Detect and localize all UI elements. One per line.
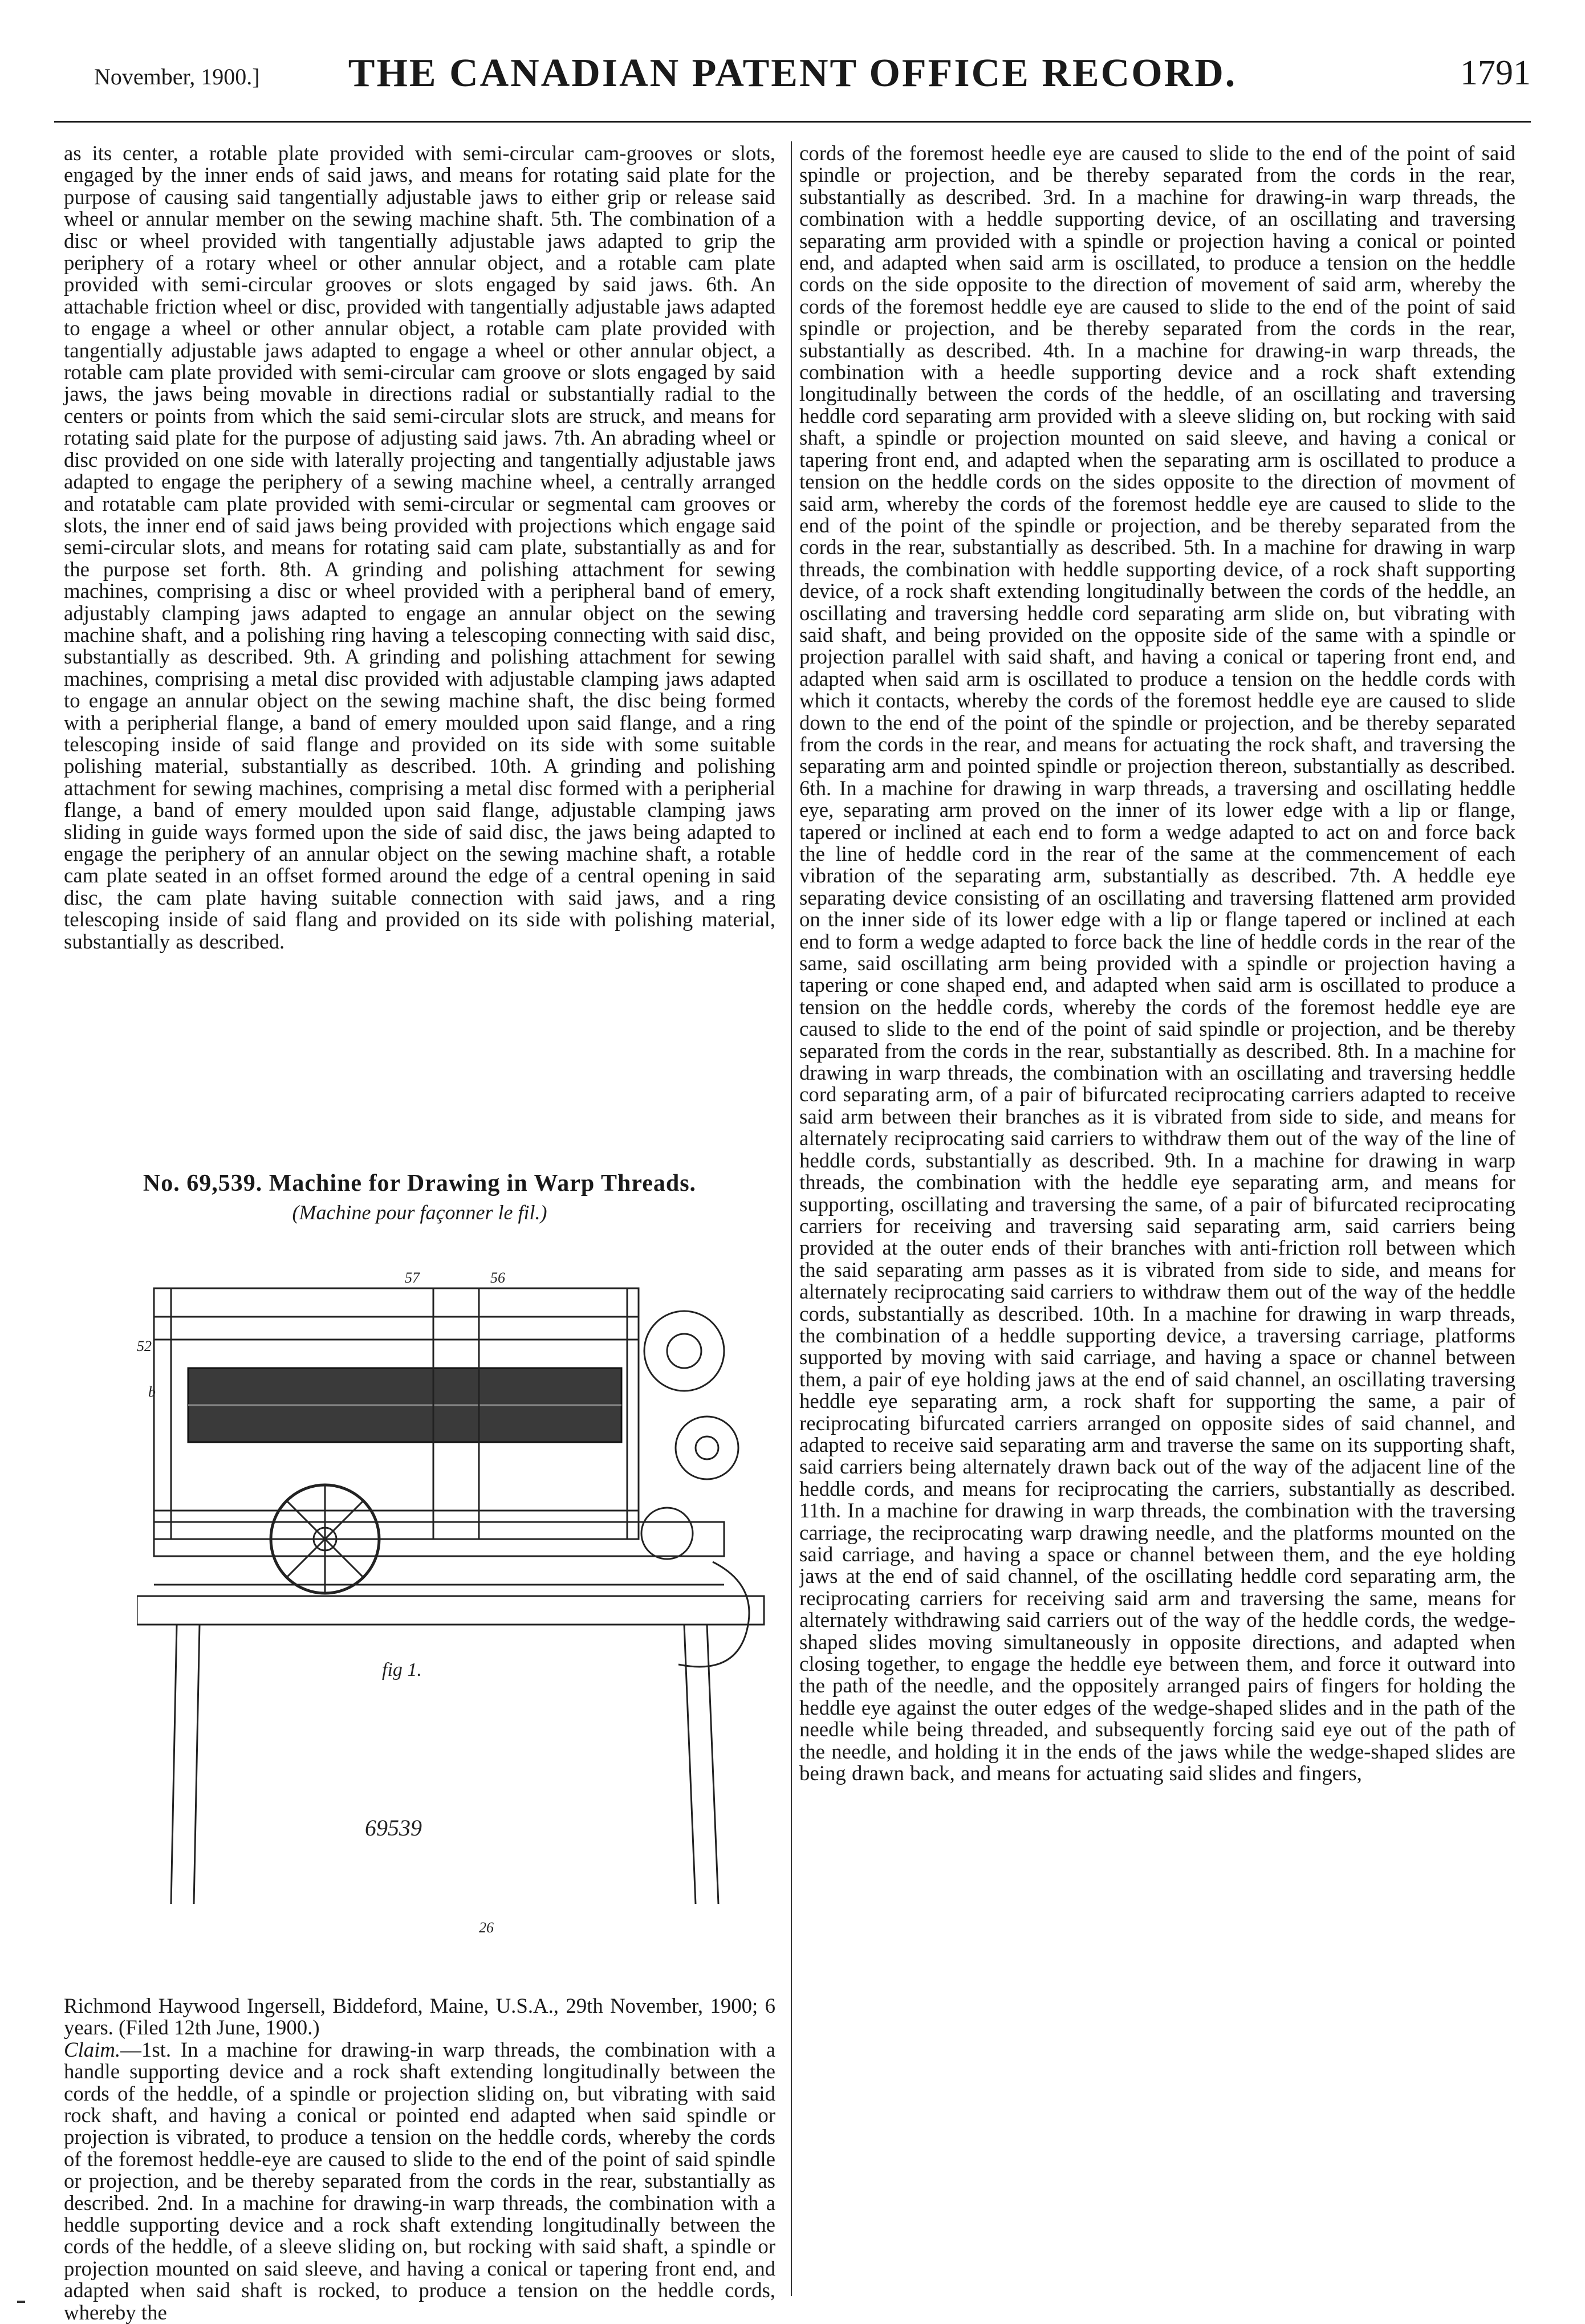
left-column-paragraph: as its center, a rotable plate provided with semi-circular cam-grooves or slots, engaged by the inner ends of said jaws, and means for rotating said plate for the purpose of causing said tangentially adjustable jaws to either grip or release said wheel or annular member on the sewing machine shaft. 5th. The combination of a disc or wheel provided with tangentially adjustable jaws adapted to grip the periphery of a rotary wheel or other annular object, and a rotable cam plate provided with semi-circular grooves or slots engaged by said jaws. 6th. An attachable friction wheel or disc, provided with tangentially adjustable jaws adapted to engage a wheel or other annular object, a rotable cam plate provided with tangentially adjustable jaws adapted to engage a wheel or other annular object, a rotable cam plate provided with semi-circular cam groove or slots engaged by said jaws, the jaws being movable in directions radial or substantially radial to the centers or points from which the said semi-circular slots are struck, and means for rotating said plate for the purpose of adjusting said jaws. 7th. An abrading wheel or disc provided on one side with laterally projecting and tangentially adjustable jaws adapted to engage the periphery of a sewing machine wheel, a centrally arranged and rotatable cam plate provided with semi-circular or segmental cam grooves or slots, the inner end of said jaws being provided with projections which engage said semi-circular slots, and means for rotating said cam plate, substantially as and for the purpose set forth. 8th. A grinding and polishing attachment for sewing machines, comprising a disc or wheel provided with a peripheral band of emery, adjustably clamping jaws adapted to engage an annular object on the sewing machine shaft, and a polishing ring having a telescoping connecting with said disc, substantially as described. 9th. A grinding and polishing attachment for sewing machines, comprising a metal disc provided with adjustable clamping jaws adapted to engage an annular object on the sewing machine shaft, the disc being formed with a peripherial flange, a band of emery moulded upon said flange, and a ring telescoping inside of said flange and provided on its side with some suitable polishing material, substantially as described. 10th. A grinding and polishing attachment for sewing machines, comprising a metal disc formed with a peripherial flange, a band of emery moulded upon said flange, adjustable clamping jaws sliding in guide ways formed upon the side of said disc, the jaws being adapted to engage the periphery of an annular object on the sewing machine shaft, a rotable cam plate seated in an offset formed around the edge of a central opening in said disc, the cam plate having suitable connection with said jaws, and a ring telescoping inside of said flang and provided on its side with polishing material, substantially as described. — [64, 141, 775, 953]
claim-label: Claim. — [64, 2037, 121, 2061]
gear-mid — [676, 1417, 738, 1479]
machine-drawing — [137, 1265, 775, 1978]
header-date: November, 1900.] — [94, 64, 260, 89]
left-column-text — [64, 143, 775, 953]
figure-caption: fig 1. — [382, 1659, 422, 1680]
claim-text: —1st. In a machine for drawing-in warp threads, the combination with a handle supporting device and a rock shaft extending longitudinally between the cords of the heddle, of a spindle or projection sliding on, but vibrating with said rock shaft, and having a conical or pointed end adapted when said spindle or projection is vibrated, to produce a tension on the heddle cords, whereby the cords of the foremost heddle-eye are caused to slide to the end of the point of said spindle or projection, and be thereby separated from the cords in the rear, substantially as described. 2nd. In a machine for drawing-in warp threads, the combination with a heddle supporting device and a rock shaft extending longitudinally between the cords of the heddle, of a sleeve sliding on, but rocking with said shaft, a spindle or projection mounted on said sleeve, and having a conical or tapering front end, and adapted when said shaft is rocked, to produce a tension on the heddle cords, whereby the — [64, 2037, 775, 2324]
column-divider — [791, 141, 792, 2296]
right-column-paragraph: cords of the foremost heedle eye are caused to slide to the end of the point of said spindle or projection, and be thereby separated from the cords in the rear, substantially as described. 3rd. In a machine for drawing-in warp threads, the combination with a heddle supporting device, of an oscillating and traversing separating arm provided with a spindle or projection having a conical or pointed end, and adapted when said arm is oscillated, to produce a tension on the heddle cords on the side opposite to the direction of movement of said arm, whereby the cords of the foremost heddle eye are caused to slide to the end of the point of said spindle or projection, and be thereby separated from the cords in the rear, substantially as described. 4th. In a machine for drawing-in warp threads, the combination with a heedle supporting device and a rock shaft extending longitudinally between the cords of the heddle, of an oscillating and traversing heddle cord separating arm provided with a sleeve sliding on, but rocking with said shaft, a spindle or projection mounted on said sleeve, and having a conical or tapering front end, and adapted when the separating arm is oscillated to produce a tension on the heddle cords on the sides opposite to the direction of movment of said arm, whereby the cords of the foremost heddle eye are caused to slide to the end of the point of the spindle or projection, and be thereby separated from the cords in the rear, substantially as described. 5th. In a machine for drawing in warp threads, the combination with heddle supporting device, of a rock shaft supporting device, of a rock shaft extending longitudinally between the cords of the heddle, an oscillating and traversing heddle cord separating arm slide on, but vibrating with said shaft, and being provided on the opposite side of the same with a spindle or projection parallel with said shaft, and having a conical or tapering front end, and adapted when said arm is oscillated to produce a tension on the heddle cords with which it contacts, whereby the cords of the foremost heddle eye are caused to slide down to the end of the point of the spindle or projection, and be thereby separated from the cords in the rear, and means for actuating the rock shaft, and traversing the separating arm and pointed spindle or projection thereon, substantially as described. 6th. In a machine for drawing in warp threads, a traversing and oscillating heddle eye, separating arm proved on the inner of its lower edge with a lip or flange, tapered or inclined at each end to form a wedge adapted to act on and force back the line of heddle cord in the rear of the same at the commencement of each vibration of the separating arm, substantially as described. 7th. A heddle eye separating device consisting of an oscillating and traversing flattened arm provided on the inner side of its lower edge with a lip or flange tapered or inclined at each end to form a wedge adapted to force back the line of heddle cords in the rear of the same, said oscillating arm being provided with a spindle or projection having a tapering or cone shaped end, and adapted when said arm is oscillated to produce a tension on the heddle cords, whereby the cords of the foremost heddle eye are caused to slide to the end of the point of said spindle or projection, and be thereby separated from the cords in the rear, substantially as described. 8th. In a machine for drawing in warp threads, the combination with an oscillating and traversing heddle cord separating arm, of a pair of bifurcated reciprocating carriers adapted to receive said arm between their branches as it is vibrated from side to side, and means for alternately reciprocating said carriers to withdraw them out of the way of the line of heddle cords, substantially as described. 9th. In a machine for drawing in warp threads, the combination with the heddle eye separating arm, and means for supporting, oscillating and traversing the same, of a pair of bifurcated reciprocating carriers for receiving and traversing said separating arm, said carriers being provided at the outer ends of their branches with anti-friction roll between which the said separating arm passes as it is vibrated from side to side, and means for alternately reciprocating said carriers to withdraw them out of the way of the heddle cords, substantially as described. 10th. In a machine for drawing in warp threads, the combination of a heddle supporting device, a traversing carriage, platforms supported by moving with said carriage, and having a space or channel between them, a pair of eye holding jaws at the end of said channel, an oscillating traversing heddle eye separating arm, a rock shaft for supporting the same, a pair of reciprocating bifurcated carriers arranged on opposite sides of said channel, and adapted to receive said separating arm and traverse the same on its supporting shaft, said carriers being alternately drawn back out of the way of the adjacent line of the heddle cords, and means for reciprocating the carriers, substantially as described. 11th. In a machine for drawing in warp threads, the combination with the traversing carriage, the reciprocating warp drawing needle, and the platforms mounted on the said carriage, and having a space or channel between them, and the eye holding jaws at the end of said channel, of the oscillating heddle cord separating arm, the reciprocating carriers for receiving said arm and traversing the same, means for alternately withdrawing said carriers out of the way of the heddle cords, the wedge-shaped slides moving simultaneously in opposite directions, and adapted when closing together, to engage the heddle eye between them, and force it outward into the path of the needle, and the oppositely arranged pairs of fingers for holding the heddle eye against the outer edges of the wedge-shaped slides and in the path of the needle while being threaded, and subsequently forcing said eye out of the path of the needle, and holding it in the ends of the jaws while the wedge-shaped slides are being drawn back, and means for actuating said slides and fingers, — [799, 143, 1515, 1785]
figure-label: b — [148, 1383, 156, 1400]
figure-number: 69539 — [365, 1815, 422, 1841]
figure-label: 52 — [137, 1338, 152, 1354]
page-header — [54, 48, 1531, 105]
patent-title: No. 69,539. Machine for Drawing in Warp Threads. — [143, 1170, 697, 1196]
inventor-line: Richmond Haywood Ingersell, Biddeford, Maine, U.S.A., 29th November, 1900; 6 years. (Filed 12th June, 1900.) — [64, 1994, 775, 2040]
journal-title: THE CANADIAN PATENT OFFICE RECORD. — [348, 51, 1237, 95]
figure-label: 57 — [405, 1269, 420, 1286]
table-top — [137, 1596, 764, 1625]
header-rule — [54, 121, 1531, 123]
claim-paragraph — [64, 2039, 775, 2323]
gear-top — [644, 1311, 724, 1391]
machine-figure — [137, 1265, 775, 1978]
margin-mark — [17, 2301, 25, 2303]
right-column-text — [799, 143, 1515, 2303]
page-number: 1791 — [1460, 54, 1531, 92]
patent-heading — [64, 1170, 775, 1224]
figure-label: 26 — [479, 1919, 494, 1936]
figure-label: 56 — [490, 1269, 505, 1286]
patent-body — [64, 1995, 775, 2323]
patent-subtitle: (Machine pour façonner le fil.) — [292, 1201, 547, 1224]
